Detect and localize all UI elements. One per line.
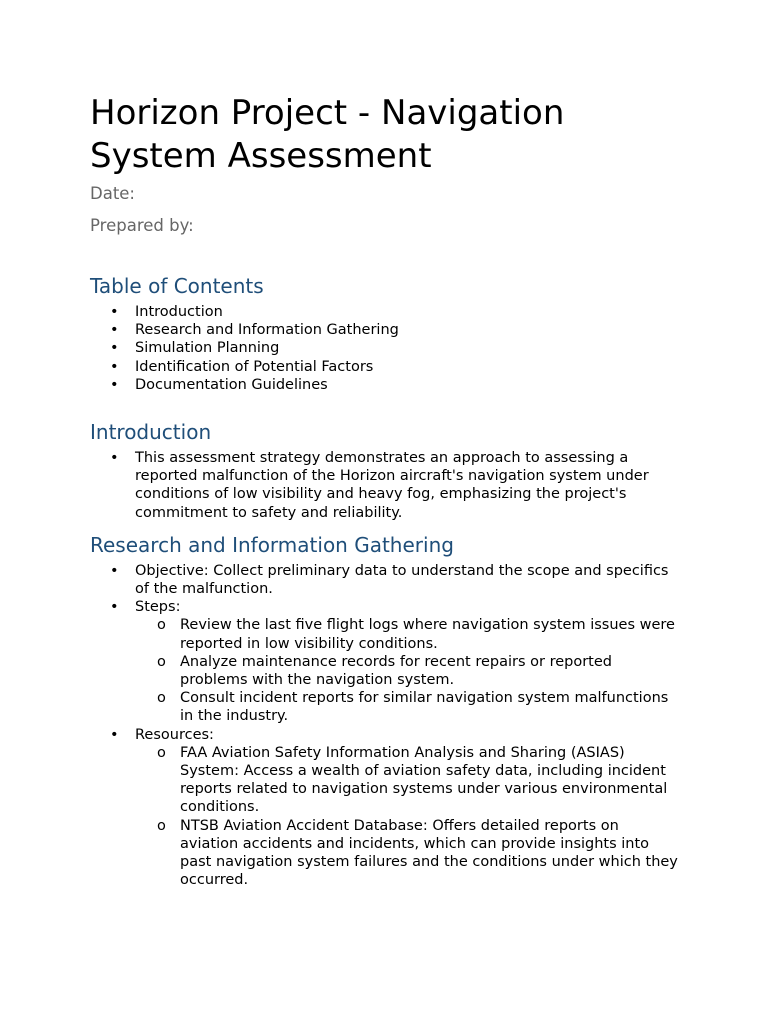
- resource-item: o NTSB Aviation Accident Database: Offers detailed reports on aviation accidents and incidents, which can provide insights into past navigation system failures and the conditions under which they occurred.: [157, 817, 678, 889]
- document-title: Horizon Project - Navigation System Assessment: [90, 93, 565, 176]
- circle-bullet-icon: o: [157, 817, 166, 834]
- toc-item: • Simulation Planning: [110, 340, 280, 357]
- objective-item: • Objective: Collect preliminary data to understand the scope and specifics of the malfunction.: [110, 562, 669, 598]
- step-item: o Analyze maintenance records for recent repairs or reported problems with the navigation system.: [157, 653, 612, 689]
- introduction-list: [90, 449, 678, 522]
- bullet-icon: •: [110, 358, 119, 375]
- bullet-icon: •: [110, 726, 119, 743]
- resource-item: o FAA Aviation Safety Information Analysis and Sharing (ASIAS) System: Access a wealth of aviation safety data, including incident reports related to navigation systems under various environmental conditions.: [157, 744, 668, 816]
- bullet-icon: •: [110, 322, 119, 339]
- circle-bullet-icon: o: [157, 617, 166, 634]
- resources-item: • Resources: o FAA Aviation Safety Information Analysis and Sharing (ASIAS) System: Access a wealth of aviation safety data, including incident reports related to navigation systems under various environmental conditions. o NTSB Aviation Accident Database: Offers detailed reports on aviation accidents and incidents, which can provide insights into past navigation system failures and the conditions under which they occurred.: [110, 726, 678, 889]
- research-list: [90, 562, 678, 890]
- list-item: • This assessment strategy demonstrates an approach to assessing a reported malfunction of the Horizon aircraft's navigation system under conditions of low visibility and heavy fog, emphasizing the project's commitment to safety and reliability.: [110, 450, 649, 521]
- circle-bullet-icon: o: [157, 744, 166, 761]
- resources-sublist: [135, 744, 678, 890]
- bullet-icon: •: [110, 340, 119, 357]
- bullet-icon: •: [110, 562, 119, 579]
- toc-item: • Documentation Guidelines: [110, 376, 328, 393]
- toc-item: • Research and Information Gathering: [110, 322, 399, 339]
- bullet-icon: •: [110, 376, 119, 393]
- bullet-icon: •: [110, 450, 119, 467]
- circle-bullet-icon: o: [157, 690, 166, 707]
- bullet-icon: •: [110, 304, 119, 320]
- toc-heading: Table of Contents: [90, 274, 264, 298]
- toc-item: • Introduction: [110, 304, 223, 320]
- toc-list: [90, 303, 678, 394]
- step-item: o Consult incident reports for similar navigation system malfunctions in the industry.: [157, 690, 669, 725]
- circle-bullet-icon: o: [157, 653, 166, 670]
- steps-sublist: [135, 616, 678, 725]
- toc-item: • Identification of Potential Factors: [110, 358, 374, 375]
- prepared-by-label: Prepared by:: [90, 216, 194, 235]
- step-item: o Review the last five flight logs where navigation system issues were reported in low visibility conditions.: [157, 617, 675, 652]
- date-label: Date:: [90, 184, 135, 203]
- research-heading: Research and Information Gathering: [90, 532, 454, 557]
- steps-item: • Steps: o Review the last five flight logs where navigation system issues were reported in low visibility conditions. o Analyze maintenance records for recent repairs or reported problems with the navigation system. o Consult incident reports for similar navigation system malfunctions in the industry.: [90, 598, 678, 725]
- introduction-heading: Introduction: [90, 420, 212, 445]
- bullet-icon: •: [110, 599, 119, 616]
